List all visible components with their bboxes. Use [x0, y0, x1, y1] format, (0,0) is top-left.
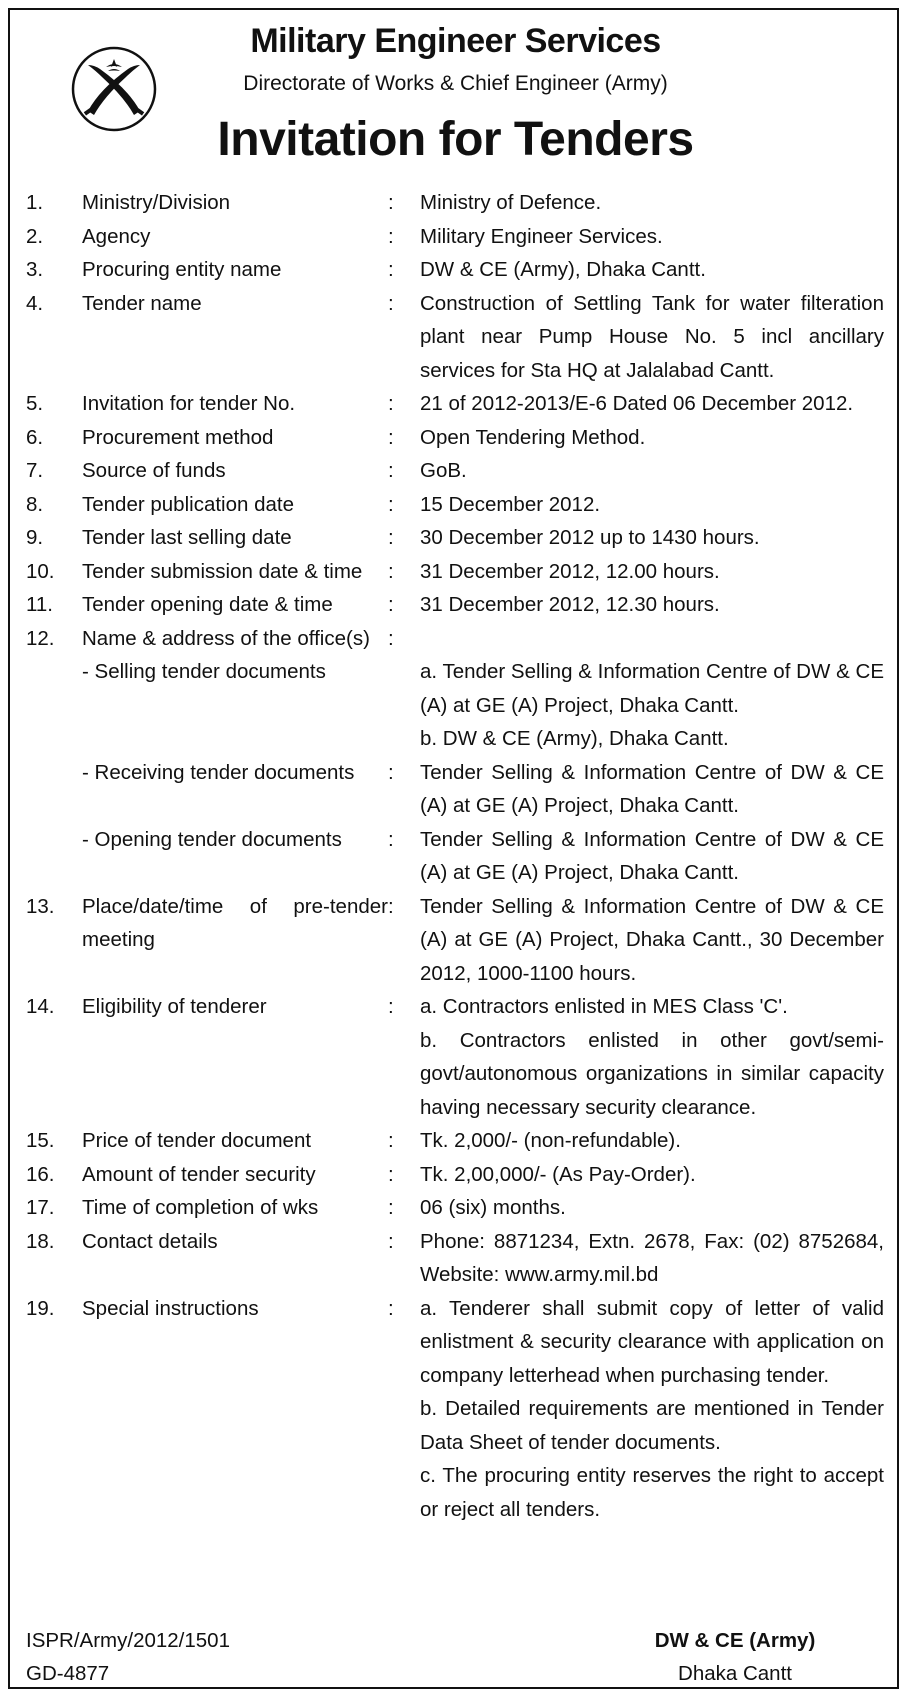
item-value-paragraph: Construction of Settling Tank for water filteration plant near Pump House No. 5 incl ancillary services for Sta HQ at Jalalabad Cantt.: [420, 291, 884, 382]
tender-item: [26, 287, 894, 388]
tender-item: [26, 756, 894, 823]
item-label: Time of completion of wks: [82, 1196, 319, 1219]
item-label: Agency: [82, 224, 151, 248]
item-label: - Opening tender documents: [82, 827, 342, 851]
item-value-paragraph: Phone: 8871234, Extn. 2678, Fax: (02) 8752684, Website: www.army.mil.bd: [420, 1229, 884, 1286]
tender-item: [26, 823, 894, 890]
item-value: [420, 1191, 884, 1225]
item-value-paragraph: Tk. 2,000/- (non-refundable).: [420, 1129, 681, 1152]
tender-item: [26, 990, 894, 1124]
item-value: [420, 756, 884, 823]
item-value-paragraph: Tk. 2,00,000/- (As Pay-Order).: [420, 1162, 696, 1186]
tender-item: [26, 555, 894, 589]
item-number: [26, 823, 82, 890]
item-label: Special instructions: [82, 1296, 259, 1320]
item-separator: :: [388, 593, 394, 616]
item-value: [420, 454, 884, 488]
tender-item: [26, 1158, 894, 1192]
gd-reference: GD-4877: [26, 1662, 110, 1685]
item-value-paragraph: GoB.: [420, 459, 467, 482]
tender-item: [26, 1292, 894, 1527]
tender-item: [26, 253, 894, 287]
item-separator: [388, 655, 420, 756]
tender-item: [26, 890, 894, 991]
tender-item: [26, 454, 894, 488]
item-label: Procurement method: [82, 425, 274, 449]
item-number: 1.: [26, 191, 44, 214]
item-value-paragraph: Tender Selling & Information Centre of DW & CE (A) at GE (A) Project, Dhaka Cantt.: [420, 827, 884, 884]
item-separator: :: [388, 425, 394, 449]
item-label: Invitation for tender No.: [82, 392, 296, 415]
signatory: DW & CE (Army): [654, 1629, 816, 1652]
tender-item: [26, 1191, 894, 1225]
item-separator: :: [388, 995, 394, 1018]
item-separator: :: [388, 459, 394, 482]
item-value-paragraph: a. Tender Selling & Information Centre of DW & CE (A) at GE (A) Project, Dhaka Cantt.: [420, 660, 884, 717]
item-value: [420, 488, 884, 522]
tender-item: [26, 521, 894, 555]
item-value-paragraph: Tender Selling & Information Centre of DW & CE (A) at GE (A) Project, Dhaka Cantt., 30 December 2012, 1000-1100 hours.: [420, 894, 884, 985]
item-separator: :: [388, 1229, 394, 1253]
item-separator: :: [388, 526, 394, 549]
item-value: [420, 521, 884, 555]
item-number: 8.: [26, 492, 44, 516]
item-value-paragraph: DW & CE (Army), Dhaka Cantt.: [420, 258, 706, 281]
item-separator: :: [388, 1296, 394, 1320]
item-separator: :: [388, 559, 394, 583]
item-value: [420, 287, 884, 388]
item-label: - Receiving tender documents: [82, 760, 355, 784]
item-number: 12.: [26, 626, 55, 650]
item-label: Tender name: [82, 291, 202, 315]
item-number: 6.: [26, 425, 44, 449]
item-value-paragraph: c. The procuring entity reserves the right to accept or reject all tenders.: [420, 1464, 884, 1521]
item-value: [420, 1292, 884, 1527]
item-separator: :: [388, 1162, 394, 1186]
item-separator: :: [388, 224, 394, 248]
page-title: Invitation for Tenders: [217, 113, 694, 166]
tender-details-list: [26, 186, 894, 1526]
item-number: 4.: [26, 291, 44, 315]
item-value-paragraph: 21 of 2012-2013/E-6 Dated 06 December 2012.: [420, 392, 854, 415]
ispr-reference: ISPR/Army/2012/1501: [26, 1629, 230, 1652]
item-number: 13.: [26, 894, 55, 918]
item-label: Ministry/Division: [82, 191, 231, 214]
item-separator: :: [388, 1196, 394, 1219]
item-separator: :: [388, 291, 394, 315]
item-number: [26, 655, 82, 756]
item-value: [420, 1225, 884, 1292]
item-value-paragraph: b. Detailed requirements are mentioned in Tender Data Sheet of tender documents.: [420, 1397, 884, 1454]
item-value: [420, 387, 884, 421]
item-separator: :: [388, 894, 394, 918]
item-label: - Selling tender documents: [82, 660, 326, 683]
item-number: 14.: [26, 995, 55, 1018]
item-number: 9.: [26, 526, 44, 549]
item-separator: :: [388, 392, 394, 415]
tender-item: [26, 186, 894, 220]
item-separator: :: [388, 191, 394, 214]
item-value-paragraph: 30 December 2012 up to 1430 hours.: [420, 526, 760, 549]
tender-item: [26, 488, 894, 522]
item-value: [420, 186, 884, 220]
item-value-paragraph: 06 (six) months.: [420, 1196, 566, 1219]
item-value: [420, 823, 884, 890]
item-label: Contact details: [82, 1229, 218, 1253]
item-number: 3.: [26, 258, 44, 281]
item-number: [26, 756, 82, 823]
signature-block: [610, 1624, 860, 1690]
item-value: [420, 1124, 884, 1158]
item-value: [420, 1158, 884, 1192]
item-value: [420, 555, 884, 589]
item-value: [420, 655, 884, 756]
item-separator: :: [388, 1129, 394, 1152]
directorate-name: Directorate of Works & Chief Engineer (Army): [243, 72, 668, 95]
item-label: Tender last selling date: [82, 526, 292, 549]
item-label: Procuring entity name: [82, 258, 282, 281]
tender-item: [26, 387, 894, 421]
item-value-paragraph: Military Engineer Services.: [420, 224, 663, 248]
item-value-paragraph: a. Tenderer shall submit copy of letter of valid enlistment & security clearance with application on company letterhead when purchasing tender.: [420, 1296, 884, 1387]
tender-item: [26, 655, 894, 756]
item-value-paragraph: a. Contractors enlisted in MES Class 'C'.: [420, 995, 788, 1018]
signatory-location: Dhaka Cantt: [678, 1662, 792, 1685]
tender-item: [26, 421, 894, 455]
item-label: Tender publication date: [82, 492, 294, 516]
item-number: 16.: [26, 1162, 55, 1186]
item-value: [420, 622, 884, 656]
item-value-paragraph: 15 December 2012.: [420, 492, 601, 516]
tender-item: [26, 220, 894, 254]
item-label: Tender opening date & time: [82, 593, 333, 616]
organization-name: Military Engineer Services: [250, 22, 661, 60]
item-value-paragraph: 31 December 2012, 12.00 hours.: [420, 559, 720, 583]
tender-item: [26, 1225, 894, 1292]
item-number: 19.: [26, 1296, 55, 1320]
item-label: Eligibility of tenderer: [82, 995, 267, 1018]
item-value: [420, 421, 884, 455]
item-number: 18.: [26, 1229, 55, 1253]
item-number: 10.: [26, 559, 55, 583]
item-number: 15.: [26, 1129, 55, 1152]
item-value: [420, 253, 884, 287]
item-label: Place/date/time of pre-tender meeting: [82, 894, 388, 951]
item-value: [420, 588, 884, 622]
item-number: 2.: [26, 224, 44, 248]
item-separator: :: [388, 827, 394, 851]
item-number: 17.: [26, 1196, 55, 1219]
item-value-paragraph: 31 December 2012, 12.30 hours.: [420, 593, 720, 616]
item-separator: :: [388, 492, 394, 516]
item-value-paragraph: Open Tendering Method.: [420, 425, 646, 449]
item-value: [420, 220, 884, 254]
tender-item: [26, 1124, 894, 1158]
item-separator: :: [388, 626, 394, 650]
item-value-paragraph: Ministry of Defence.: [420, 191, 602, 214]
reference-block: [26, 1624, 230, 1690]
item-label: Source of funds: [82, 459, 226, 482]
item-number: 5.: [26, 392, 44, 415]
item-number: 11.: [26, 593, 53, 616]
item-label: Tender submission date & time: [82, 559, 363, 583]
item-value: [420, 990, 884, 1124]
tender-item: [26, 588, 894, 622]
tender-item: [26, 622, 894, 656]
item-value-paragraph: Tender Selling & Information Centre of DW & CE (A) at GE (A) Project, Dhaka Cantt.: [420, 760, 884, 817]
item-value-paragraph: b. Contractors enlisted in other govt/semi-govt/autonomous organizations in similar capacity having necessary security clearance.: [420, 1028, 884, 1119]
item-separator: :: [388, 760, 394, 784]
item-label: Name & address of the office(s): [82, 626, 370, 650]
item-label: Price of tender document: [82, 1129, 312, 1152]
item-separator: :: [388, 258, 394, 281]
item-label: Amount of tender security: [82, 1162, 316, 1186]
item-number: 7.: [26, 459, 44, 482]
item-value-paragraph: b. DW & CE (Army), Dhaka Cantt.: [420, 727, 729, 750]
item-value: [420, 890, 884, 991]
